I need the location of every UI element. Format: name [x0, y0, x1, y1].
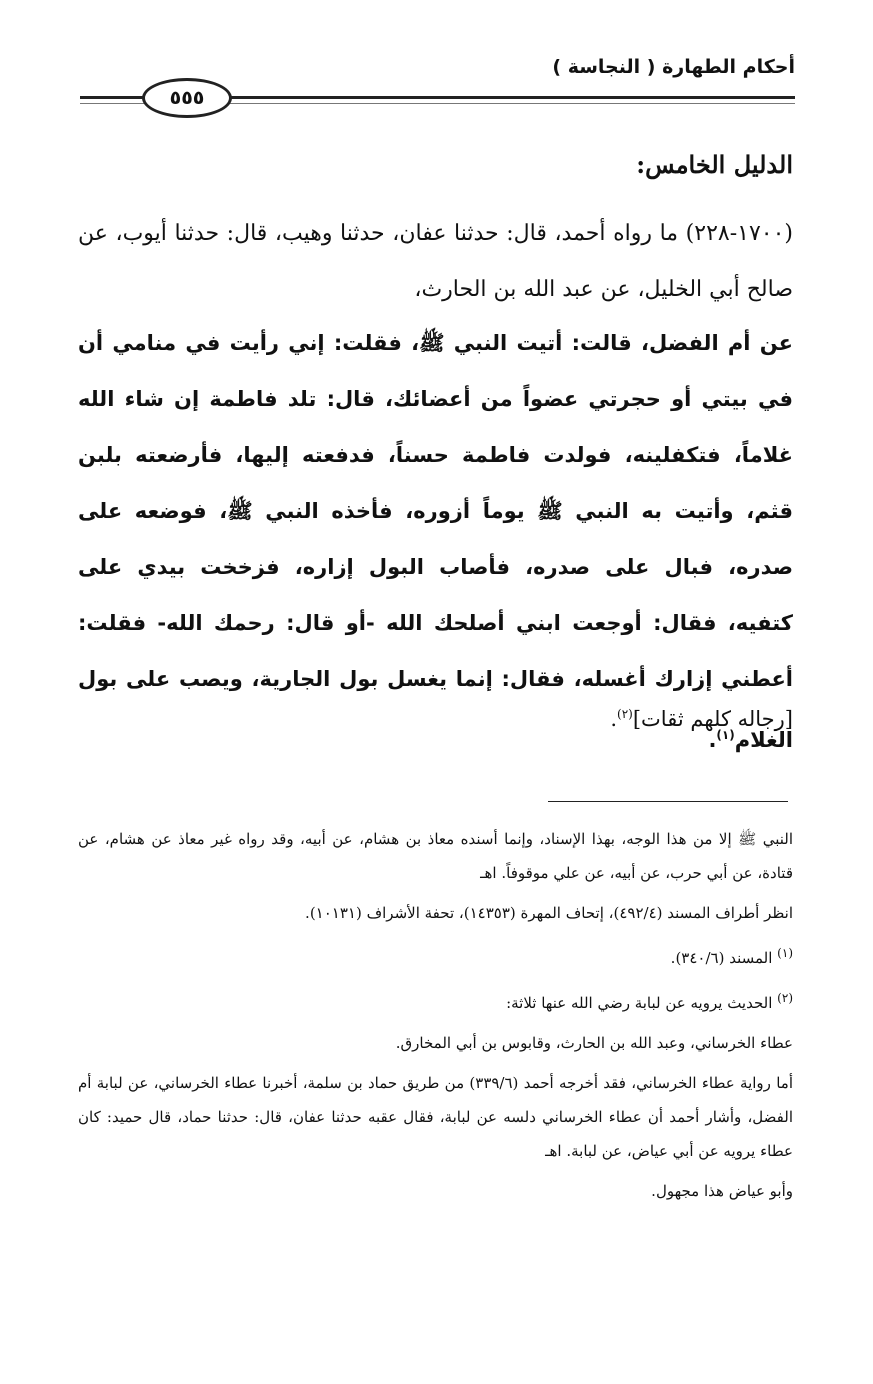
- hadith-end: .: [708, 728, 717, 752]
- footnote-2-marker: (٢): [777, 991, 793, 1005]
- footnote-continuation: النبي ﷺ إلا من هذا الوجه، بهذا الإسناد، وإنما أسنده معاذ بن هشام، عن أبيه، وقد رواه غير معاذ عن هشام، عن قتادة، عن أبي حرب، عن أبيه، عن علي موقوفاً. اهـ: [78, 830, 793, 882]
- isnad-paragraph: (١٧٠٠-٢٢٨) ما رواه أحمد، قال: حدثنا عفان، حدثنا وهيب، قال: حدثنا أيوب، عن صالح أبي الخليل، عن عبد الله بن الحارث،: [78, 221, 793, 302]
- footnote-2: [78, 981, 793, 1020]
- running-title: أحكام الطهارة ( النجاسة ): [552, 56, 795, 78]
- section-heading: الدليل الخامس:: [636, 150, 793, 179]
- footnote-separator: [548, 801, 788, 802]
- hadith-body: عن أم الفضل، قالت: أتيت النبي ﷺ، فقلت: إني رأيت في منامي أن في بيتي أو حجرتي عضواً من أعضائك، قال: تلد فاطمة إن شاء الله غلاماً، فتكفلينه، فولدت فاطمة حسناً، فدفعته إليها، فأرضعته بلبن قثم، وأتيت به النبي ﷺ يوماً أزوره، فأخذه النبي ﷺ، فوضعه على صدره، فبال على صدره، فأصاب البول إزاره، فزخخت بيدي على كتفيه، فقال: أوجعت ابني أصلحك الله -أو قال: رحمك الله- فقلت: أعطني إزارك أغسله، فقال: إنما يغسل بول الجارية، ويصب على بول الغلام: [78, 331, 793, 752]
- footnote-1-text: المسند (٣٤٠/٦).: [670, 949, 773, 967]
- verdict-text: [رجاله كلهم ثقات]: [632, 707, 793, 731]
- narrators-verdict: [78, 707, 793, 731]
- footnote-sources: انظر أطراف المسند (٤٩٢/٤)، إتحاف المهرة (١٤٣٥٣)، تحفة الأشراف (١٠١٣١).: [305, 904, 793, 922]
- footnotes: [78, 822, 793, 1208]
- footnote-ref-1: (١): [716, 728, 735, 742]
- hadith-text: [78, 315, 793, 768]
- footnote-2-narrators: عطاء الخرساني، وعبد الله بن الحارث، وقابوس بن أبي المخارق.: [395, 1034, 793, 1052]
- footnote-1: [78, 936, 793, 975]
- page-number: ٥٥٥: [142, 78, 232, 118]
- footnote-2-paragraph: أما رواية عطاء الخرساني، فقد أخرجه أحمد (٣٣٩/٦) من طريق حماد بن سلمة، أخبرنا عطاء الخرساني، عن لبابة أم الفضل، وأشار أحمد أن عطاء الخرساني دلسه عن لبابة، فقال عقبه حدثنا عفان، قال: حدثنا حماد، قال حميد: كان عطاء يرويه عن أبي عياض، عن لبابة. اهـ: [78, 1074, 793, 1160]
- footnote-2-conclusion: وأبو عياض هذا مجهول.: [651, 1182, 793, 1200]
- verdict-end: .: [610, 707, 618, 731]
- footnote-1-marker: (١): [777, 946, 793, 960]
- page-header: [70, 56, 795, 109]
- footnote-2-text: الحديث يرويه عن لبابة رضي الله عنها ثلاثة:: [506, 994, 773, 1012]
- footnote-ref-2: (٢): [617, 707, 633, 721]
